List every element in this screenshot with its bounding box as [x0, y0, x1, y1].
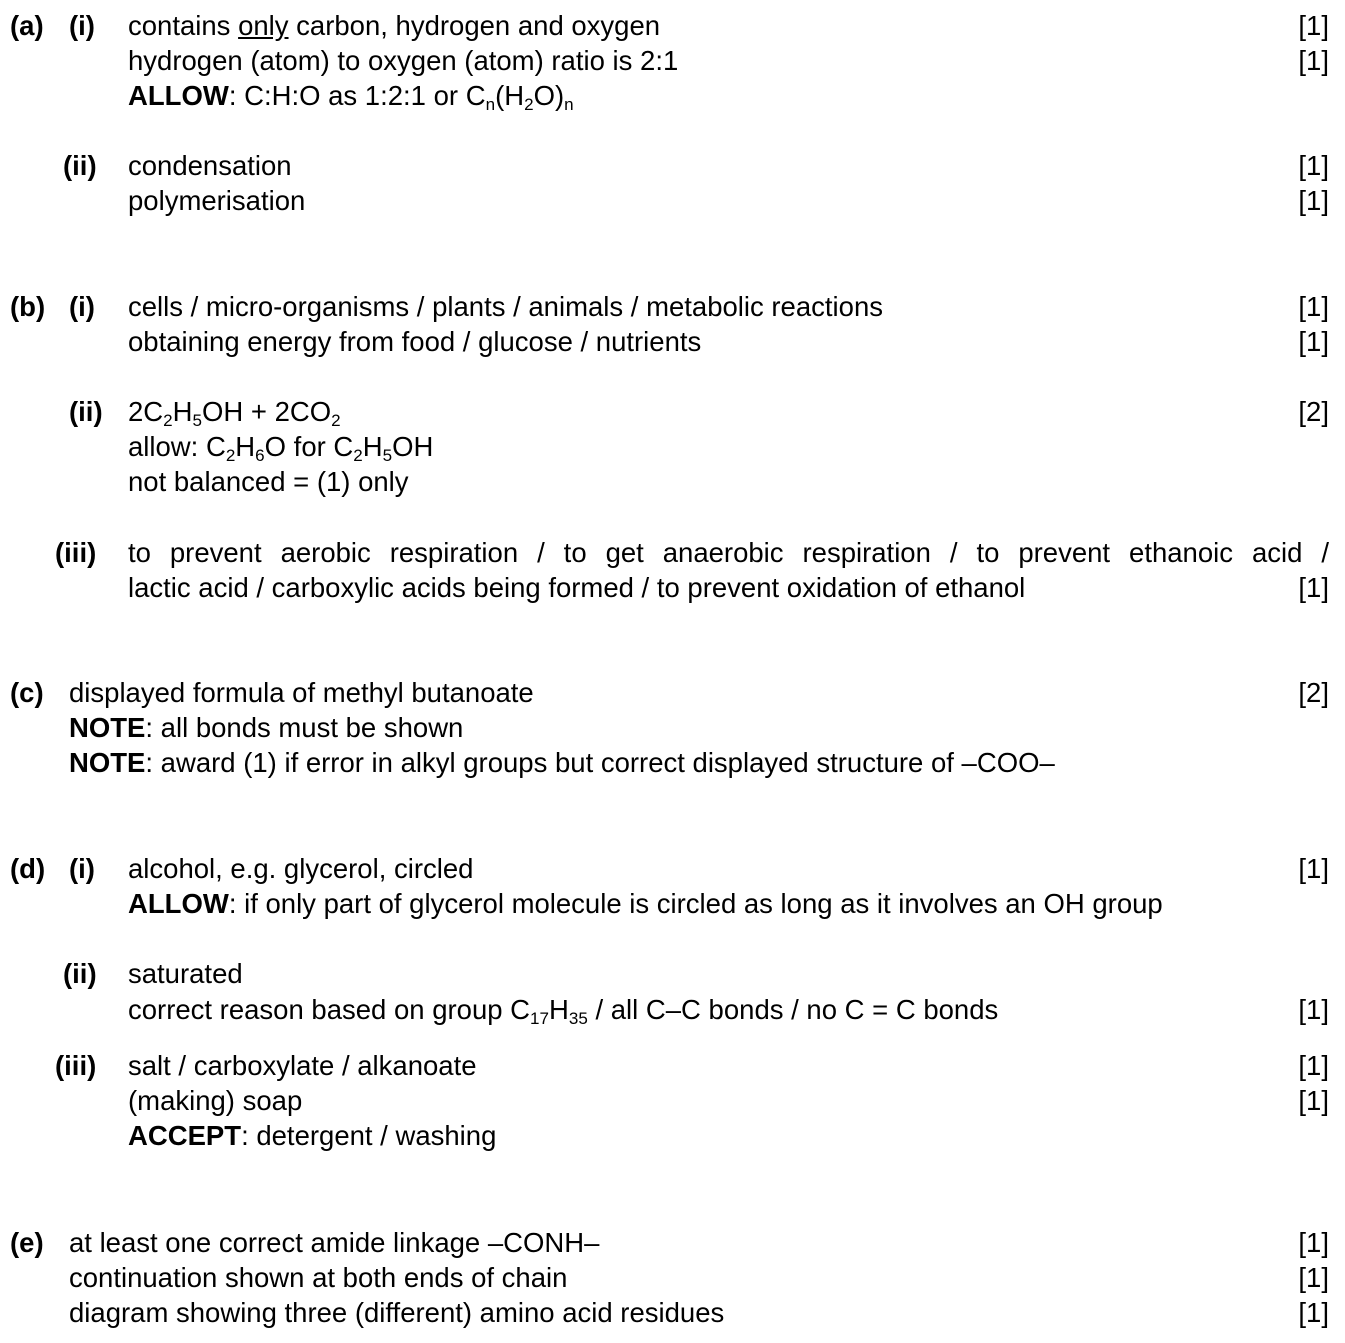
part-d-ii-label: (ii) [63, 958, 97, 989]
part-b-iii-label: (iii) [55, 537, 97, 568]
b-iii-line1: to prevent aerobic respiration / to get anaerobic respiration / to prevent ethanoic acid / [128, 537, 1329, 568]
part-e-label: (e) [10, 1227, 44, 1258]
d-i-line2: ALLOW: if only part of glycerol molecule is circled as long as it involves an OH group [128, 888, 1163, 919]
e-line3: diagram showing three (different) amino acid residues [69, 1297, 725, 1328]
a-ii-line2: polymerisation [128, 185, 306, 216]
mark: [1] [1298, 1227, 1329, 1258]
mark: [1] [1298, 185, 1329, 216]
mark: [1] [1298, 291, 1329, 322]
part-d-iii-label: (iii) [55, 1050, 97, 1081]
mark: [1] [1298, 853, 1329, 884]
part-b-ii-label: (ii) [69, 396, 103, 427]
mark: [2] [1298, 396, 1329, 427]
a-ii-line1: condensation [128, 150, 292, 181]
mark: [1] [1298, 326, 1329, 357]
d-ii-line2: correct reason based on group $C_{17}H_{35}$ / all C–C bonds / no C = C bonds [128, 994, 999, 1028]
c-line1: displayed formula of methyl butanoate [69, 677, 534, 708]
a-i-line2: hydrogen (atom) to oxygen (atom) ratio is 2:1 [128, 45, 679, 76]
c-line3: NOTE: award (1) if error in alkyl groups but correct displayed structure of –COO– [69, 747, 1055, 778]
mark: [1] [1298, 1297, 1329, 1328]
part-a-label: (a) [10, 10, 44, 41]
b-ii-line2: allow: $C_2H_6O$ for $C_2H_5OH$ [128, 431, 434, 465]
e-line2: continuation shown at both ends of chain [69, 1262, 568, 1293]
part-b-i-label: (i) [69, 291, 95, 322]
mark: [1] [1298, 10, 1329, 41]
b-iii-line2: lactic acid / carboxylic acids being formed / to prevent oxidation of ethanol [128, 572, 1026, 603]
part-a-i-label: (i) [69, 10, 95, 41]
mark: [2] [1298, 677, 1329, 708]
part-c-label: (c) [10, 677, 44, 708]
c-line2: NOTE: all bonds must be shown [69, 712, 464, 743]
part-b-label: (b) [10, 291, 46, 322]
part-d-i-label: (i) [69, 853, 95, 884]
mark: [1] [1298, 1262, 1329, 1293]
d-ii-line1: saturated [128, 958, 243, 989]
part-a-ii-label: (ii) [63, 150, 97, 181]
b-ii-line1: $2C_2H_5OH + 2CO_2$ [128, 396, 341, 430]
d-iii-line3: ACCEPT: detergent / washing [128, 1120, 497, 1151]
d-iii-line2: (making) soap [128, 1085, 303, 1116]
mark: [1] [1298, 994, 1329, 1025]
part-d-label: (d) [10, 853, 46, 884]
mark: [1] [1298, 1050, 1329, 1081]
a-i-line1: contains only carbon, hydrogen and oxygen [128, 10, 661, 41]
a-i-line3: ALLOW: C:H:O as 1:2:1 or $C_n(H_2O)_n$ [128, 80, 574, 114]
mark: [1] [1298, 572, 1329, 603]
mark: [1] [1298, 150, 1329, 181]
d-i-line1: alcohol, e.g. glycerol, circled [128, 853, 474, 884]
b-i-line2: obtaining energy from food / glucose / nutrients [128, 326, 702, 357]
b-ii-line3: not balanced = (1) only [128, 466, 409, 497]
mark: [1] [1298, 45, 1329, 76]
mark: [1] [1298, 1085, 1329, 1116]
e-line1: at least one correct amide linkage –CONH– [69, 1227, 600, 1258]
d-iii-line1: salt / carboxylate / alkanoate [128, 1050, 477, 1081]
b-i-line1: cells / micro-organisms / plants / animals / metabolic reactions [128, 291, 883, 322]
